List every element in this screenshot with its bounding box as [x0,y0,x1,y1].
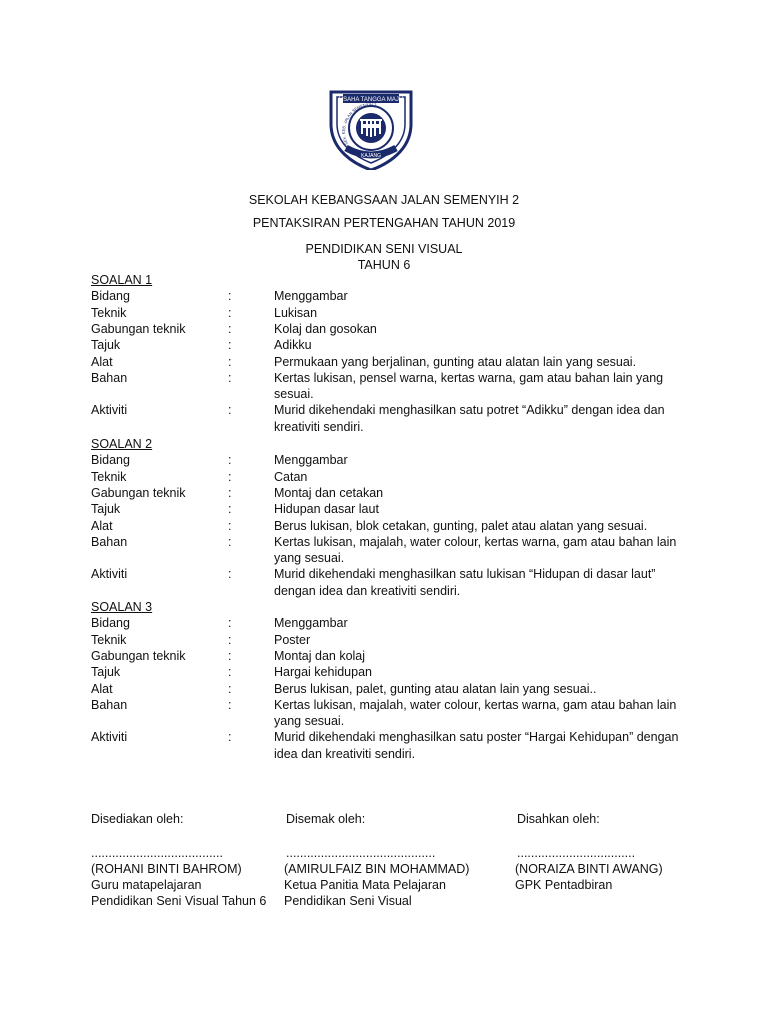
field-colon: : [228,289,232,304]
field-label: Gabungan teknik [91,485,186,500]
crest-town: KAJANG [360,153,382,159]
field-colon: : [228,534,232,549]
signature-label: Disemak oleh: [286,812,366,826]
field-colon: : [228,305,232,320]
field-colon: : [228,697,232,712]
signatory-name: (NORAIZA BINTI AWANG) [515,862,663,876]
field-label: Gabungan teknik [91,648,186,663]
section-title: SOALAN 2 [91,437,153,451]
field-value: Lukisan [274,305,318,320]
field-label: Tajuk [91,338,121,353]
field-value: Murid dikehendaki menghasilkan satu potret “Adikku” dengan idea dan kreativiti sendiri. [274,403,665,434]
field-value: Murid dikehendaki menghasilkan satu lukisan “Hidupan di dasar laut” dengan idea dan kreativiti sendiri. [274,567,656,598]
field-value: Menggambar [274,453,348,468]
signature-dots: ........................................... [286,846,436,860]
field-label: Alat [91,681,113,696]
field-label: Gabungan teknik [91,321,186,336]
field-label: Bidang [91,616,130,631]
field-label: Bidang [91,289,130,304]
field-colon: : [228,338,232,353]
field-label: Bahan [91,697,128,712]
field-value: Kertas lukisan, majalah, water colour, kertas warna, gam atau bahan lain yang sesuai. [274,534,677,566]
signatory-role-line2: Pendidikan Seni Visual Tahun 6 [91,894,267,908]
field-value: Adikku [274,338,312,353]
field-colon: : [228,616,232,631]
field-colon: : [228,632,232,647]
section-title: SOALAN 3 [91,600,153,614]
field-value: Kertas lukisan, majalah, water colour, kertas warna, gam atau bahan lain yang sesuai. [274,697,677,729]
field-colon: : [228,665,232,680]
signatory-name: (AMIRULFAIZ BIN MOHAMMAD) [284,862,470,876]
field-value: Hidupan dasar laut [274,502,379,517]
subject-title: PENDIDIKAN SENI VISUAL [305,242,463,256]
field-colon: : [228,730,232,745]
school-crest-logo [326,84,416,170]
field-value: Berus lukisan, palet, gunting atau alatan lain yang sesuai.. [274,681,597,696]
field-label: Teknik [91,305,127,320]
crest-ring-text: SEK. KEB. JALAN SEMENYIH 2 [340,101,377,146]
field-colon: : [228,321,232,336]
field-colon: : [228,469,232,484]
crest-motto: USAHA TANGGA MAJU [338,97,404,103]
field-colon: : [228,502,232,517]
field-label: Teknik [91,632,127,647]
field-label: Bahan [91,370,128,385]
signature-label: Disediakan oleh: [91,812,184,826]
field-label: Alat [91,518,113,533]
section-title: SOALAN 1 [91,273,153,287]
field-value: Hargai kehidupan [274,665,372,680]
field-colon: : [228,370,232,385]
field-label: Teknik [91,469,127,484]
field-label: Aktiviti [91,567,128,582]
field-label: Tajuk [91,502,121,517]
field-colon: : [228,403,232,418]
year-title: TAHUN 6 [357,258,411,272]
school-name: SEKOLAH KEBANGSAAN JALAN SEMENYIH 2 [248,193,520,207]
field-label: Aktiviti [91,730,128,745]
field-value: Menggambar [274,616,348,631]
field-value: Kertas lukisan, pensel warna, kertas warna, gam atau bahan lain yang sesuai. [274,370,664,402]
exam-title: PENTAKSIRAN PERTENGAHAN TAHUN 2019 [252,216,516,230]
signature-dots: .................................. [517,846,636,860]
field-label: Bidang [91,453,130,468]
field-label: Alat [91,354,113,369]
signatory-role: Ketua Panitia Mata Pelajaran [284,878,446,892]
signature-label: Disahkan oleh: [517,812,600,826]
field-value: Montaj dan cetakan [274,485,384,500]
field-value: Poster [274,632,311,647]
signatory-role: GPK Pentadbiran [515,878,613,892]
signatory-role-line2: Pendidikan Seni Visual [284,894,412,908]
field-colon: : [228,567,232,582]
field-value: Murid dikehendaki menghasilkan satu poster “Hargai Kehidupan” dengan idea dan kreativiti sendiri. [274,730,679,761]
field-value: Kolaj dan gosokan [274,321,377,336]
field-colon: : [228,648,232,663]
field-value: Montaj dan kolaj [274,648,366,663]
field-label: Aktiviti [91,403,128,418]
field-colon: : [228,485,232,500]
signatory-role: Guru matapelajaran [91,878,202,892]
field-value: Menggambar [274,289,348,304]
field-value: Catan [274,469,308,484]
signature-dots: ...................................... [91,846,223,860]
field-colon: : [228,354,232,369]
field-label: Bahan [91,534,128,549]
field-value: Berus lukisan, blok cetakan, gunting, palet atau alatan yang sesuai. [274,518,648,533]
signatory-name: (ROHANI BINTI BAHROM) [91,862,242,876]
field-colon: : [228,681,232,696]
field-colon: : [228,453,232,468]
field-value: Permukaan yang berjalinan, gunting atau alatan lain yang sesuai. [274,354,637,369]
field-colon: : [228,518,232,533]
field-label: Tajuk [91,665,121,680]
